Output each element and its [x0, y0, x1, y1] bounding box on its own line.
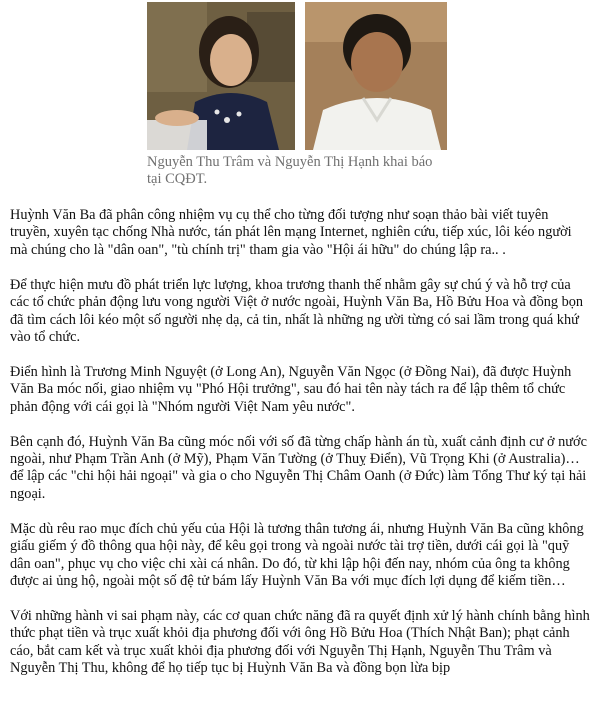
photo-nguyen-thu-tram [147, 2, 295, 150]
woman-portrait-image [305, 2, 447, 150]
photo-nguyen-thi-hanh [305, 2, 447, 150]
article-paragraph: Để thực hiện mưu đồ phát triển lực lượng, khoa trương thanh thế nhằm gây sự chú ý và hỗ trợ của các tổ chức phản động lưu vong người Việt ở nước ngoài, Huỳnh Văn Ba, Hồ Bửu Hoa và đồng bọn đã tìm cách lôi kéo một số người nhẹ dạ, cả tin, nhất là những ng ười từng có sai lầm trong quá khứ vào tổ chức. [10, 276, 584, 345]
article-body [10, 207, 592, 695]
woman-portrait-image [147, 2, 295, 150]
article-paragraph: Bên cạnh đó, Huỳnh Văn Ba cũng móc nối với số đã từng chấp hành án tù, xuất cảnh định cư ở nước ngoài, như Phạm Trần Anh (ở Mỹ), Phạm Văn Tường (ở Thuỵ Điển), Vũ Trọng Khi (ở Australia)… để lập các "chi hội hải ngoại" và gia o cho Nguyễn Thị Châm Oanh (ở Đức) làm Tổng Thư ký tại hải ngoại. [10, 433, 587, 502]
article-paragraph: Điển hình là Trương Minh Nguyệt (ở Long An), Nguyễn Văn Ngọc (ở Đồng Nai), đã được Huỳnh Văn Ba móc nối, giao nhiệm vụ "Phó Hội trưởng", sau đó hai tên này tách ra để lập thêm tổ chức phản động với cái gọi là "Nhóm người Việt Nam yêu nước". [10, 363, 572, 415]
photo-caption: Nguyễn Thu Trâm và Nguyễn Thị Hạnh khai báo tại CQĐT. [147, 154, 433, 187]
article-paragraph: Với những hành vi sai phạm này, các cơ quan chức năng đã ra quyết định xử lý hành chính bằng hình thức phạt tiền và trục xuất khỏi địa phương đối với ông Hồ Bửu Hoa (Thích Nhật Ban); phạt cảnh cáo, bắt cam kết và trục xuất khỏi địa phương đối với Nguyễn Thị Hạnh, Nguyễn Thu Trâm và Nguyễn Thị Thu, không để họ tiếp tục bị Huỳnh Văn Ba và đồng bọn lừa bịp [10, 607, 590, 677]
article-paragraph: Huỳnh Văn Ba đã phân công nhiệm vụ cụ thể cho từng đối tượng như soạn thảo bài viết tuyên truyền, xuyên tạc chống Nhà nước, tán phát lên mạng Internet, nghiên cứu, tiếp xúc, lôi kéo người mà chúng cho là "dân oan", "tù chính trị" tham gia vào "Hội ái hữu" do chúng lập ra.. . [10, 207, 572, 258]
article-paragraph: Mặc dù rêu rao mục đích chủ yếu của Hội là tương thân tương ái, nhưng Huỳnh Văn Ba cũng không giấu giếm ý đồ thông qua hội này, để kêu gọi trong và ngoài nước tài trợ tiền, dưới cái gọi là "quỹ dân oan", phục vụ cho việc chi xài cá nhân. Do đó, từ khi lập hội đến nay, nhóm của ông ta không được ai ủng hộ, ngoài một số đệ tử bám lấy Huỳnh Văn Ba với mục đích lợi dụng để kiếm tiền… [10, 520, 584, 589]
photo-pair [147, 2, 447, 150]
